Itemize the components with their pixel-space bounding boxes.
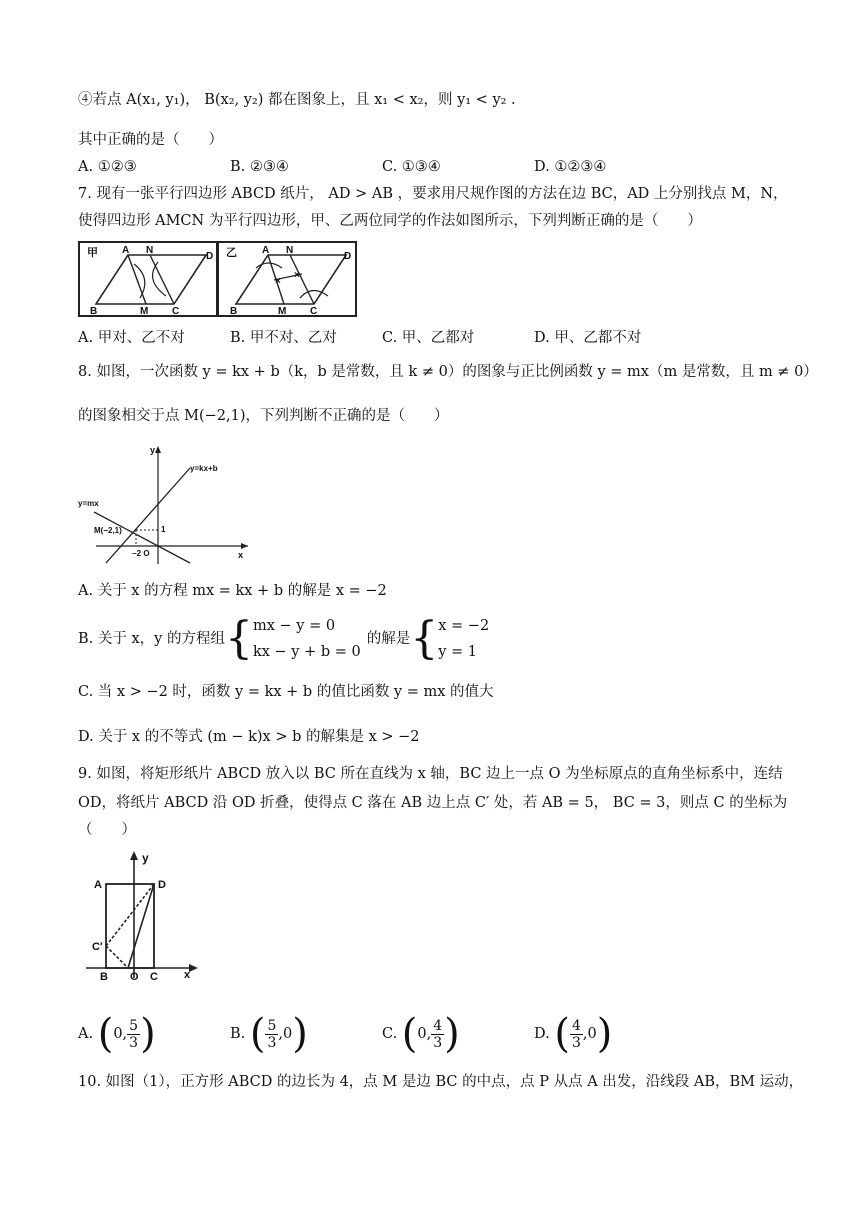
svg-text:C: C (150, 971, 158, 983)
svg-text:D: D (158, 879, 166, 891)
svg-text:C: C (310, 306, 318, 317)
svg-text:B: B (100, 971, 108, 983)
svg-text:y: y (142, 851, 149, 865)
q9-option-c-den: 3 (433, 1034, 443, 1051)
q9-option-d: D. ( $\frac{4}{3}$ ,0) (534, 1011, 613, 1057)
q8-option-b-pre: B. 关于 x，y 的方程组 (78, 631, 225, 647)
q7-stem-line2: 使得四边形 AMCN 为平行四边形，甲、乙两位同学的作法如图所示，下列判断正确的是（ ） (78, 213, 702, 229)
q9-option-c-num: 4 (433, 1017, 443, 1034)
svg-text:A: A (94, 879, 102, 891)
svg-text:N: N (286, 245, 294, 256)
q7-stem-line1: 7. 现有一张平行四边形 ABCD 纸片， AD > AB ，要求用尺规作图的方法在边 BC，AD 上分别找点 M，N， (78, 186, 788, 202)
svg-text:B: B (230, 306, 238, 317)
svg-text:×: × (294, 270, 300, 281)
q8-option-c: C. 当 x > −2 时，函数 y = kx + b 的值比函数 y = mx 的值大 (78, 684, 494, 700)
svg-text:D: D (344, 251, 352, 262)
q9-stem-line2: OD，将纸片 ABCD 沿 OD 折叠，使得点 C 落在 AB 边上点 C′ 处，若 AB = 5， BC = 3，则点 C 的坐标为 (78, 795, 788, 811)
q9-stem-line3: （ ） (78, 822, 136, 838)
q9-option-c: C. (0, $\frac{4}{3}$ ) (382, 1011, 460, 1057)
graph-y-axis-label: y (150, 445, 156, 455)
graph-tick-y: 1 (161, 525, 166, 534)
fig-label-yi: 乙 (226, 247, 237, 259)
q9-figure (78, 846, 208, 990)
graph-line-kxb-label: y=kx+b (190, 464, 218, 473)
q6-option-a: A. ①②③ (78, 159, 137, 175)
svg-text:x: x (184, 969, 191, 981)
q6-option-b: B. ②③④ (230, 159, 289, 175)
q9-option-a-num: 5 (129, 1017, 139, 1034)
svg-text:M: M (140, 306, 149, 317)
q9-option-c-label: C. (382, 1026, 398, 1042)
q6-option-c: C. ①③④ (382, 159, 441, 175)
graph-x-axis-label: x (238, 550, 244, 560)
svg-text:A: A (262, 245, 270, 256)
q8-graph (78, 440, 258, 574)
q8-option-b: B. 关于 x，y 的方程组{mx − y = 0 kx − y + b = 0的解是{x = −2 y = 1 (78, 613, 490, 664)
q6-item4: ④若点 A(x₁, y₁)， B(x₂, y₂) 都在图象上，且 x₁ < x₂，则 y₁ < y₂ . (78, 92, 516, 108)
q9-option-b-num: 5 (267, 1017, 277, 1034)
graph-point-m-label: M(−2,1) (94, 526, 122, 535)
q8-option-b-sol1: x = −2 (438, 618, 490, 634)
q6-option-d: D. ①②③④ (534, 159, 607, 175)
q8-option-b-sol2: y = 1 (438, 644, 478, 660)
q7-option-c: C. 甲、乙都对 (382, 330, 475, 346)
q9-option-a-label: A. (78, 1026, 94, 1042)
q9-option-d-num: 4 (571, 1017, 581, 1034)
q9-option-b-post: ,0 (278, 1026, 293, 1042)
q8-stem-line1: 8. 如图，一次函数 y = kx + b（k，b 是常数，且 k ≠ 0）的图象与正比例函数 y = mx（m 是常数，且 m ≠ 0） (78, 364, 818, 380)
q7-option-d: D. 甲、乙都不对 (534, 330, 642, 346)
q7-figure (78, 240, 358, 324)
q9-option-d-den: 3 (571, 1034, 581, 1051)
graph-line-mx-label: y=mx (78, 499, 99, 508)
q8-option-d: D. 关于 x 的不等式 (m − k)x > b 的解集是 x > −2 (78, 729, 420, 745)
q9-stem-line1: 9. 如图，将矩形纸片 ABCD 放入以 BC 所在直线为 x 轴，BC 边上一点 O 为坐标原点的直角坐标系中，连结 (78, 766, 783, 782)
svg-text:O: O (130, 971, 139, 983)
svg-text:A: A (122, 245, 130, 256)
q9-option-b-label: B. (230, 1026, 246, 1042)
svg-text:D: D (206, 251, 214, 262)
svg-text:B: B (90, 306, 98, 317)
q8-stem-line2: 的图象相交于点 M(−2,1)，下列判断不正确的是（ ） (78, 408, 449, 424)
svg-text:N: N (146, 245, 154, 256)
q8-option-b-eq2: kx − y + b = 0 (252, 644, 361, 660)
fig-label-jia: 甲 (87, 247, 98, 259)
q6-stem-end: 其中正确的是（ ） (78, 132, 223, 148)
q9-option-c-pre: 0, (417, 1026, 432, 1042)
q9-option-a: A. (0, $\frac{5}{3}$ ) (78, 1011, 156, 1057)
svg-text:M: M (278, 306, 287, 317)
q9-option-b-den: 3 (267, 1034, 277, 1051)
q10-stem-line1: 10. 如图（1），正方形 ABCD 的边长为 4，点 M 是边 BC 的中点，点 P 从点 A 出发，沿线段 AB，BM 运动， (78, 1074, 804, 1090)
q9-option-b: B. ( $\frac{5}{3}$ ,0) (230, 1011, 308, 1057)
q7-option-b: B. 甲不对、乙对 (230, 330, 337, 346)
q8-option-b-mid: 的解是 (366, 631, 411, 647)
q7-option-a: A. 甲对、乙不对 (78, 330, 185, 346)
svg-text:×: × (275, 276, 281, 287)
svg-text:C′: C′ (92, 941, 103, 953)
q8-option-b-eq1: mx − y = 0 (252, 618, 336, 634)
q8-option-a: A. 关于 x 的方程 mx = kx + b 的解是 x = −2 (78, 583, 387, 599)
q9-option-a-den: 3 (129, 1034, 139, 1051)
graph-tick-x: −2 O (132, 549, 150, 558)
svg-text:C: C (172, 306, 180, 317)
q9-option-a-pre: 0, (113, 1026, 128, 1042)
q9-option-d-post: ,0 (582, 1026, 597, 1042)
q9-option-d-label: D. (534, 1026, 550, 1042)
